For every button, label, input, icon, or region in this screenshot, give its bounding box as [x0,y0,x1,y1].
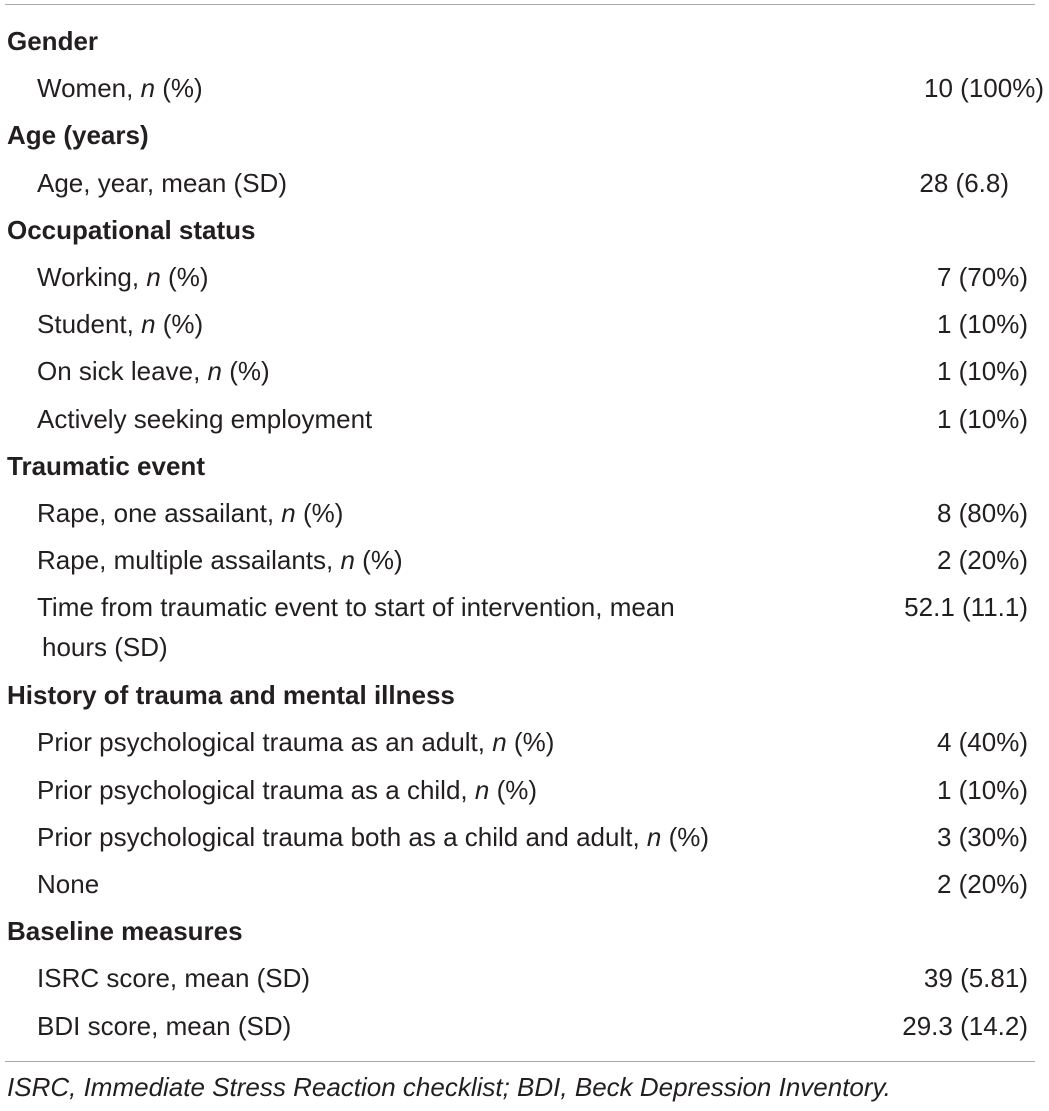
row-label: Age, year, mean (SD) [37,167,287,198]
table-top-rule [5,4,1035,5]
row-label: Time from traumatic event to start of intervention, mean hours (SD) [37,587,757,667]
row-label: Rape, one assailant, n (%) [37,497,344,528]
table-row [0,160,1049,207]
row-value: 7 (70%) [936,261,1028,292]
row-value: 3 (30%) [936,821,1028,852]
table-footnote: ISRC, Immediate Stress Reaction checklist; BDI, Beck Depression Inventory. [7,1072,891,1102]
section-header-row [0,908,1049,955]
section-header-row [0,672,1049,719]
section-heading: Traumatic event [7,450,205,481]
row-label: Rape, multiple assailants, n (%) [37,545,403,576]
section-heading: Baseline measures [7,916,243,947]
section-header-row [0,443,1049,490]
table-row [0,490,1049,537]
row-label-continuation: hours (SD) [42,632,168,663]
table-row [0,396,1049,443]
table-bottom-rule [5,1061,1035,1062]
row-value: 52.1 (11.1) [904,592,1028,623]
row-label: None [37,869,100,899]
table-row [0,65,1049,112]
section-heading: Age (years) [7,120,149,151]
section-heading: Gender [7,26,99,56]
row-value: 4 (40%) [936,727,1028,758]
row-label: Working, n (%) [37,261,209,292]
row-label: Prior psychological trauma both as a child and adult, n (%) [37,821,710,852]
row-label: Actively seeking employment [37,403,373,434]
section-header-row [0,18,1049,65]
table-row [0,955,1049,1002]
table-row [0,814,1049,861]
row-label: Prior psychological trauma as a child, n (%) [37,774,538,805]
section-heading: Occupational status [7,214,256,245]
table-row [0,301,1049,348]
row-value: 29.3 (14.2) [902,1010,1028,1041]
row-value: 2 (20%) [936,869,1028,899]
row-value: 1 (10%) [936,774,1028,805]
table-row [0,537,1049,584]
section-header-row [0,112,1049,159]
table-row [0,254,1049,301]
row-value: 1 (10%) [936,403,1028,434]
row-value: 10 (100%) [924,73,1044,104]
row-label: Student, n (%) [37,309,204,340]
demographics-table [0,18,1049,1050]
row-value: 1 (10%) [936,356,1028,387]
table-row [0,348,1049,395]
row-label: BDI score, mean (SD) [37,1010,292,1041]
table-row [0,861,1049,908]
table-row [0,1003,1049,1050]
row-label: ISRC score, mean (SD) [37,963,311,994]
row-value: 2 (20%) [936,545,1028,576]
table-row [0,719,1049,766]
row-label: Prior psychological trauma as an adult, n (%) [37,727,555,758]
section-heading: History of trauma and mental illness [7,680,455,711]
row-value: 28 (6.8) [919,167,1009,198]
table-row [0,767,1049,814]
table-row [0,584,1049,672]
row-label: Women, n (%) [37,73,203,104]
section-header-row [0,207,1049,254]
row-label: On sick leave, n (%) [37,356,270,387]
row-value: 1 (10%) [936,309,1028,340]
row-value: 39 (5.81) [923,963,1028,994]
row-value: 8 (80%) [936,497,1028,528]
